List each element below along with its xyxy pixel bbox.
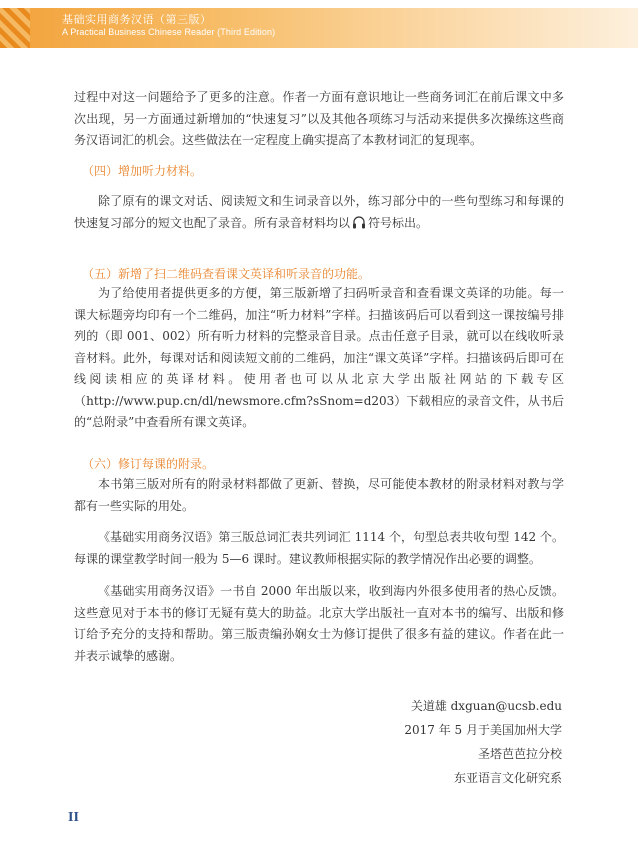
paragraph-listening <box>74 191 564 234</box>
author-signature: 关道雄 dxguan@ucsb.edu <box>410 699 562 713</box>
paragraph-acknowledgement: 《基础实用商务汉语》一书自 2000 年出版以来，收到海内外很多使用者的热心反馈。这些意见对于本书的修订无疑有莫大的助益。北京大学出版社一直对本书的编写、出版和修订给予充分的支持和帮助。第三版责编孙娴女士为修订提供了很多有益的建议。作者在此一并表示诚挚的感谢。 <box>74 584 564 663</box>
paragraph-appendix: 本书第三版对所有的附录材料都做了更新、替换，尽可能使本教材的附录材料对教与学都有一些实际的用处。 <box>74 477 564 513</box>
paragraph-vocabulary-count: 《基础实用商务汉语》第三版总词汇表共列词汇 1114 个，句型总表共收句型 142 个。每课的课堂教学时间一般为 5—6 课时。建议教师根据实际的教学情况作出必要的调整。 <box>74 530 564 566</box>
page-number: II <box>68 810 79 825</box>
signature-campus: 圣塔芭芭拉分校 <box>477 747 562 761</box>
section-heading-6: （六）修订每课的附录。 <box>82 457 215 471</box>
paragraph-listening-tail: 符号标出。 <box>368 215 429 230</box>
paragraph-vocabulary: 过程中对这一问题给予了更多的注意。作者一方面有意识地让一些商务词汇在前后课文中多次出现，另一方面通过新增加的“快速复习”以及其他各项练习与活动来提供多次操练这些商务汉语词汇的机会。这些做法在一定程度上确实提高了本教材词汇的复现率。 <box>74 90 564 147</box>
signature-date: 2017 年 5 月于美国加州大学 <box>404 723 562 737</box>
book-title-chinese: 基础实用商务汉语（第三版） <box>62 13 212 26</box>
header-stripe-decoration <box>0 8 30 48</box>
book-title-english: A Practical Business Chinese Reader (Third Edition) <box>62 27 276 37</box>
section-heading-5: （五）新增了扫二维码查看课文英译和听录音的功能。 <box>82 267 371 281</box>
paragraph-listening-text: 除了原有的课文对话、阅读短文和生词录音以外，练习部分中的一些句型练习和每课的快速复习部分的短文也配了录音。所有录音材料均以 <box>74 194 564 230</box>
paragraph-qr-code: 为了给使用者提供更多的方便，第三版新增了扫码听录音和查看课文英译的功能。每一课大标题旁均印有一个二维码，加注“听力材料”字样。扫描该码后可以看到这一课按编号排列的（即 001、002）所有听力材料的完整录音目录。点击任意子目录，就可以在线收听录音材料。此外，每课对话和阅读短文前的二维码，加注“课文英译”字样。扫描该码后即可在线阅读相应的英译材料。使用者也可以从北京大学出版社网站的下载专区（http://www.pup.cn/dl/newsmore.cfm?sSnom=d203）下载相应的录音文件，从书后的“总附录”中查看所有课文英译。 <box>74 286 564 429</box>
signature-department: 东亚语言文化研究系 <box>453 771 562 785</box>
section-heading-4: （四）增加听力材料。 <box>82 164 203 178</box>
headphone-icon <box>352 216 366 229</box>
